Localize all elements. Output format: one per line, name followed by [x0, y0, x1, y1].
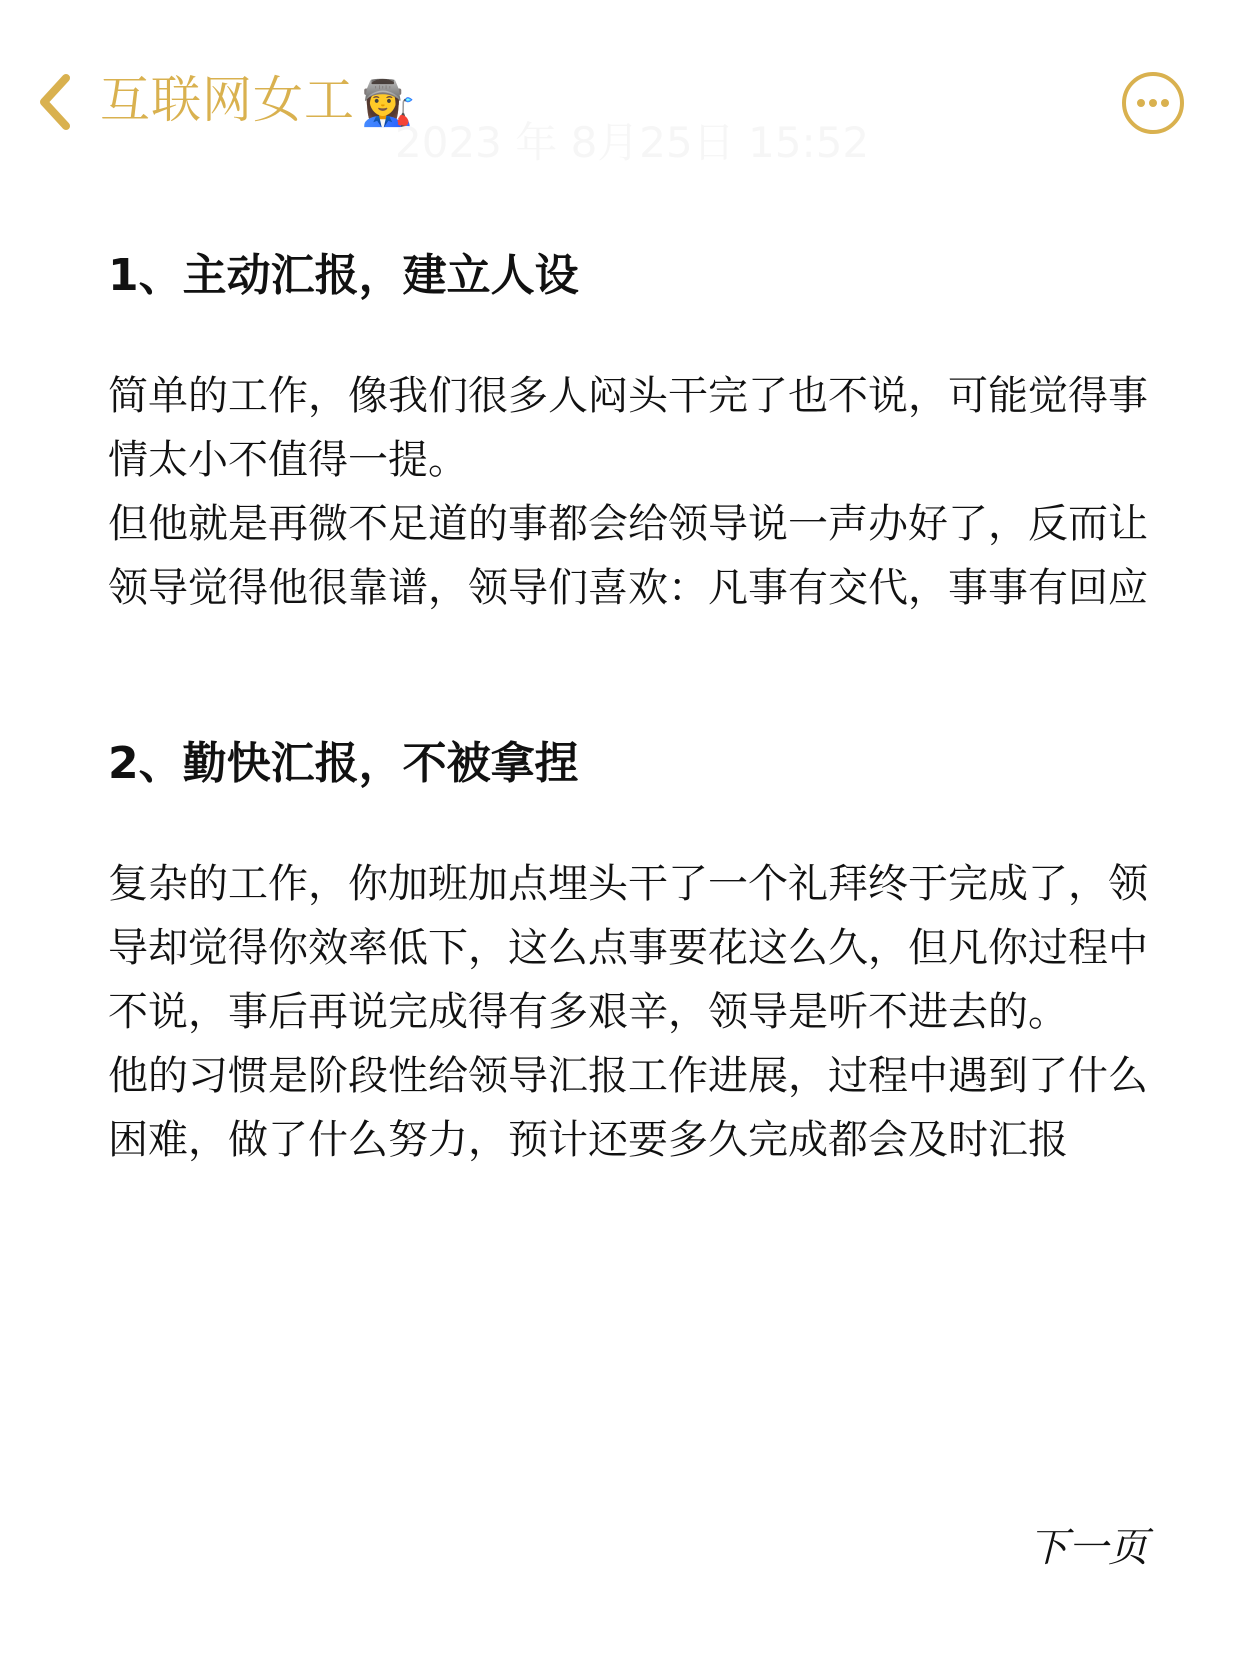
section-1-paragraph-2: 但他就是再微不足道的事都会给领导说一声办好了，反而让领导觉得他很靠谱，领导们喜欢：凡事有交代，事事有回应	[108, 501, 1148, 611]
section-2-heading: 2、勤快汇报，不被拿捏	[108, 738, 579, 789]
back-button[interactable]	[36, 70, 76, 134]
more-horizontal-icon	[1120, 70, 1186, 136]
section-1-heading: 1、主动汇报，建立人设	[108, 250, 579, 301]
note-timestamp: 2023 年 8月25日 15:52	[395, 118, 870, 167]
chevron-left-icon	[36, 70, 76, 134]
more-options-button[interactable]	[1120, 70, 1186, 136]
section-2-paragraph-2: 他的习惯是阶段性给领导汇报工作进展，过程中遇到了什么困难，做了什么努力，预计还要多久完成都会及时汇报	[108, 1053, 1148, 1163]
note-body	[108, 240, 1148, 1172]
title-text: 互联网女工	[100, 71, 355, 129]
top-nav-bar	[0, 0, 1242, 200]
page-title	[100, 68, 417, 136]
next-page-link[interactable]: 下一页	[1028, 1525, 1148, 1571]
section-1-paragraph-1: 简单的工作，像我们很多人闷头干完了也不说，可能觉得事情太小不值得一提。	[108, 373, 1148, 483]
factory-worker-emoji-icon: 👩‍🏭	[361, 77, 417, 129]
section-2-paragraph-1: 复杂的工作，你加班加点埋头干了一个礼拜终于完成了，领导却觉得你效率低下，这么点事要花这么久，但凡你过程中不说，事后再说完成得有多艰辛，领导是听不进去的。	[108, 861, 1148, 1035]
